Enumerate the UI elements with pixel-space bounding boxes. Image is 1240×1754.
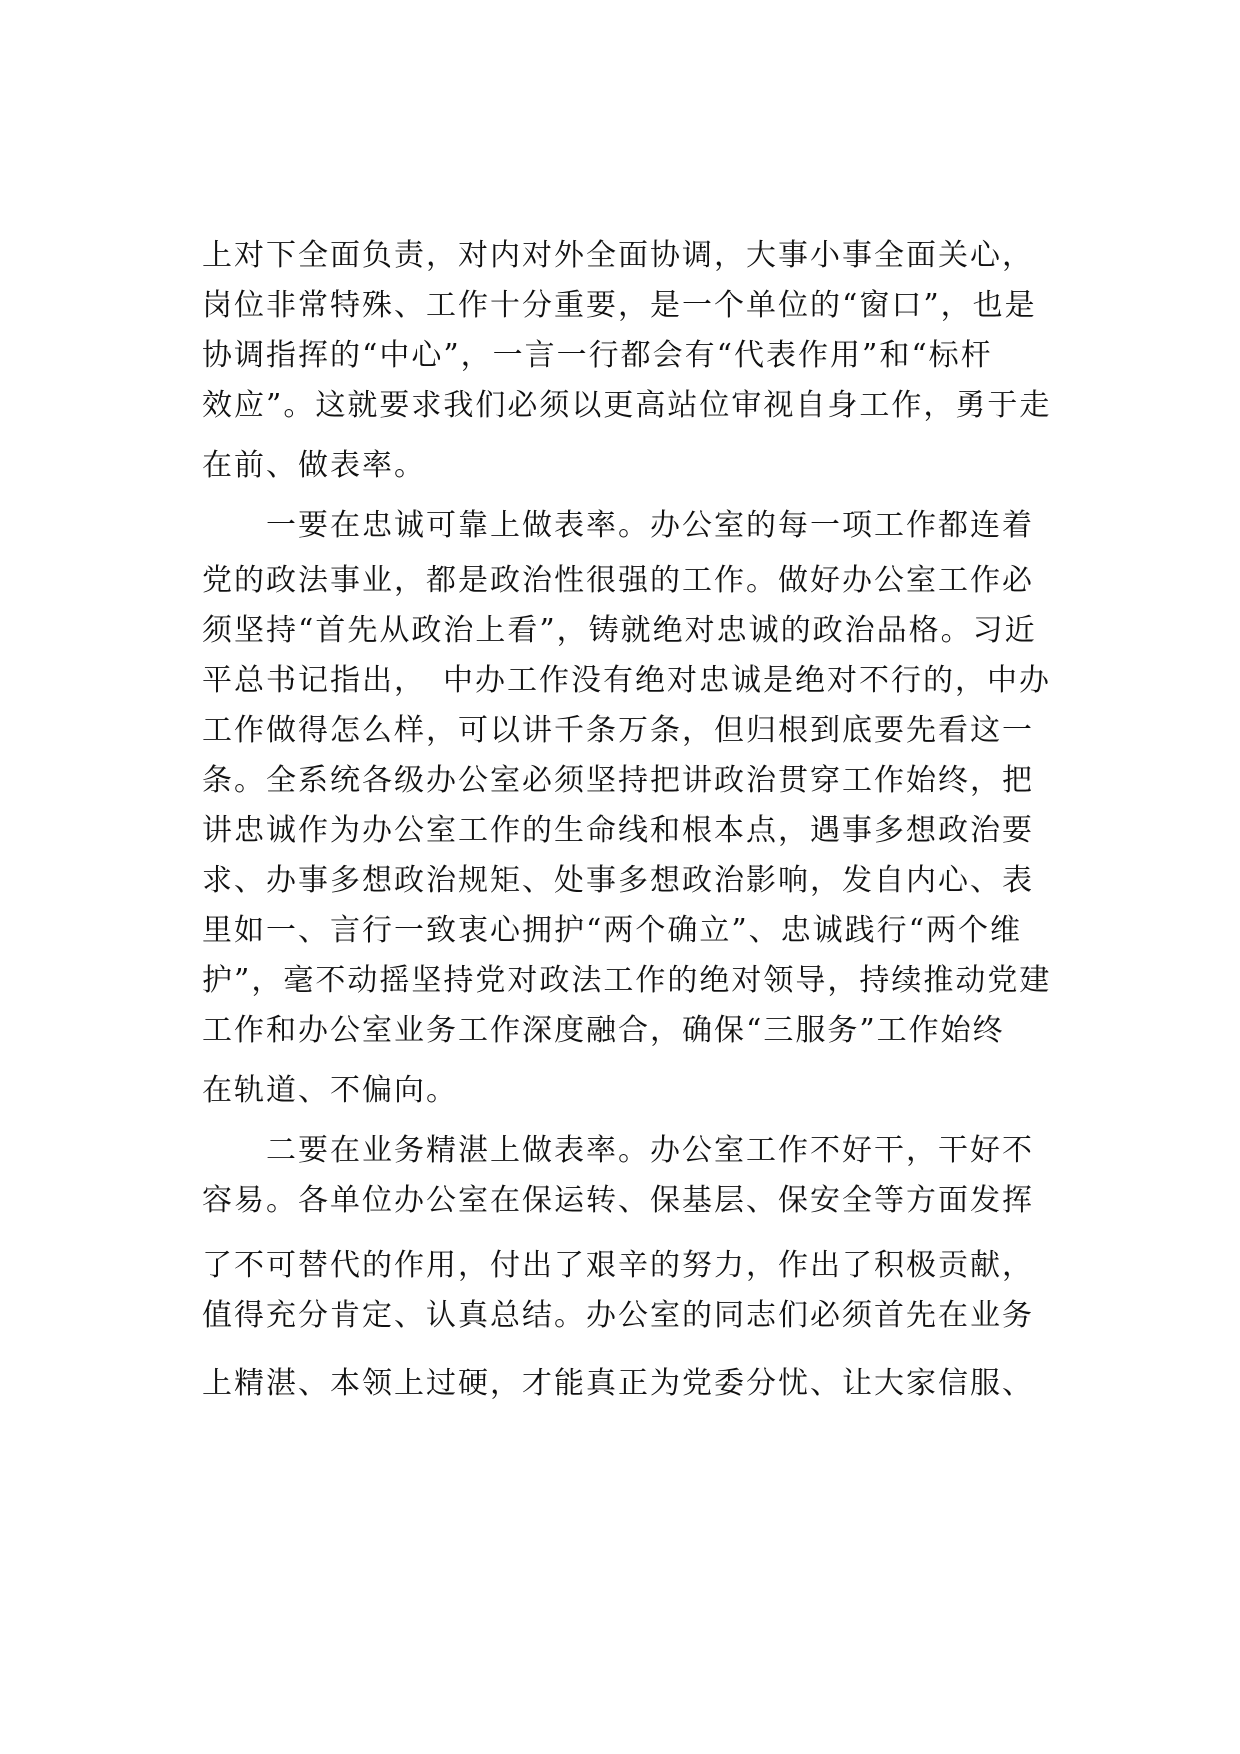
paragraph-first-line: 二要在业务精湛上做表率。办公室工作不好干，干好不 xyxy=(266,1133,1034,1168)
text-line: 求、办事多想政治规矩、处事多想政治影响，发自内心、表 xyxy=(202,863,1034,898)
text-line: 工作和办公室业务工作深度融合，确保“三服务”工作始终 xyxy=(202,1013,1005,1048)
text-line: 了不可替代的作用，付出了艰辛的努力，作出了积极贡献， xyxy=(202,1248,1034,1283)
text-line: 上对下全面负责，对内对外全面协调，大事小事全面关心， xyxy=(202,238,1034,273)
text-line: 护”，毫不动摇坚持党对政法工作的绝对领导，持续推动党建 xyxy=(202,963,1052,998)
text-line: 讲忠诚作为办公室工作的生命线和根本点，遇事多想政治要 xyxy=(202,813,1034,848)
text-line: 值得充分肯定、认真总结。办公室的同志们必须首先在业务 xyxy=(202,1298,1034,1333)
text-line: 效应”。这就要求我们必须以更高站位审视自身工作，勇于走 xyxy=(202,388,1052,423)
text-line: 党的政法事业，都是政治性很强的工作。做好办公室工作必 xyxy=(202,563,1034,598)
text-line: 容易。各单位办公室在保运转、保基层、保安全等方面发挥 xyxy=(202,1183,1034,1218)
text-line: 须坚持“首先从政治上看”，铸就绝对忠诚的政治品格。习近 xyxy=(202,613,1037,648)
text-line: 岗位非常特殊、工作十分重要，是一个单位的“窗口”，也是 xyxy=(202,288,1037,323)
text-line: 平总书记指出， 中办工作没有绝对忠诚是绝对不行的，中办 xyxy=(202,663,1051,698)
text-line: 里如一、言行一致衷心拥护“两个确立”、忠诚践行“两个维 xyxy=(202,913,1023,948)
text-line: 在轨道、不偏向。 xyxy=(202,1073,458,1108)
text-line: 在前、做表率。 xyxy=(202,448,426,483)
text-line: 工作做得怎么样，可以讲千条万条，但归根到底要先看这一 xyxy=(202,713,1034,748)
text-line: 协调指挥的“中心”，一言一行都会有“代表作用”和“标杆 xyxy=(202,338,993,373)
text-line: 上精湛、本领上过硬，才能真正为党委分忧、让大家信服、 xyxy=(202,1366,1034,1401)
text-line: 条。全系统各级办公室必须坚持把讲政治贯穿工作始终，把 xyxy=(202,763,1034,798)
paragraph-first-line: 一要在忠诚可靠上做表率。办公室的每一项工作都连着 xyxy=(266,508,1034,543)
